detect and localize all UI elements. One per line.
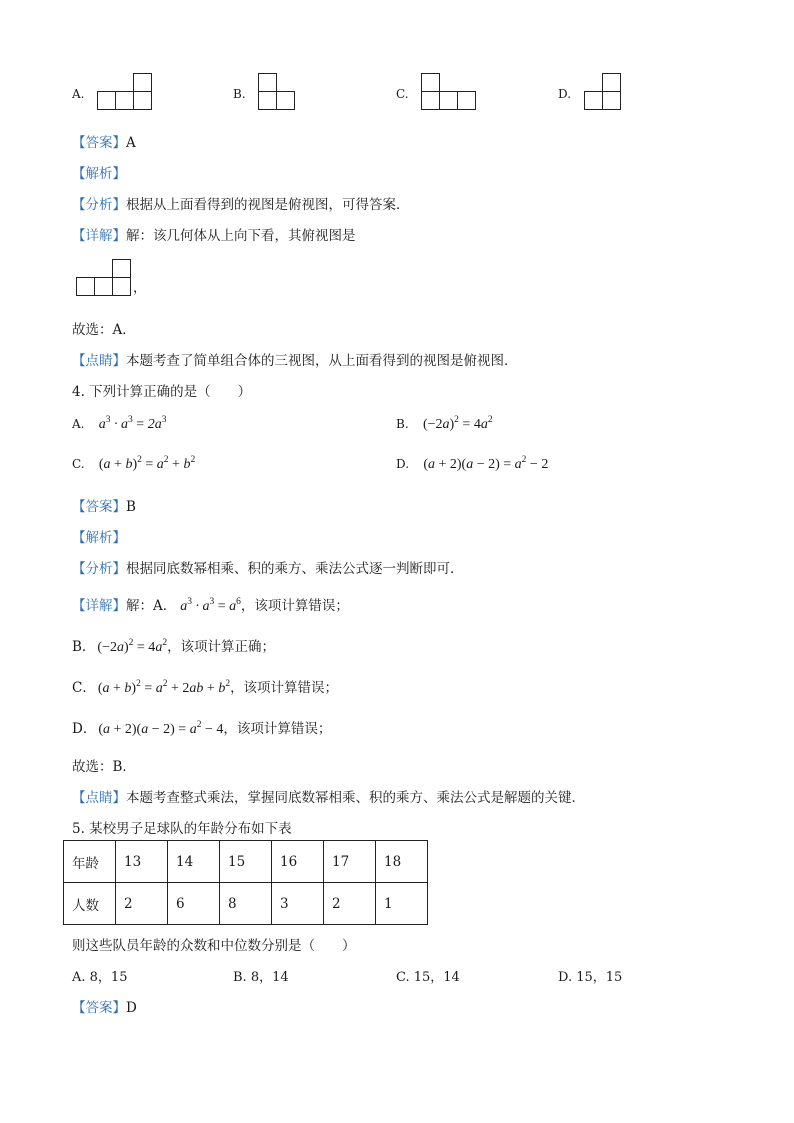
q3-answer (72, 131, 136, 151)
table-row: 人数 2 6 8 3 2 1 (64, 883, 428, 925)
q3-xiangjie (72, 224, 356, 244)
figure-option-d (584, 73, 622, 111)
formula: $(a + 2)(a - 2) = a^2 - 2$ (423, 455, 549, 472)
q4-xiangjie-a: 【详解】解：A． $a^3 \cdot a^3 = a^6$，该项计算错误； (72, 597, 349, 614)
answer-tag: 【答案】 (72, 135, 126, 151)
figure-top-view (76, 259, 132, 297)
q5-stem: 5. 某校男子足球队的年龄分布如下表 (72, 821, 292, 837)
q4-option-d: D. $(a + 2)(a - 2) = a^2 - 2$ (396, 455, 549, 472)
q4-dianjing: 【点睛】本题考查整式乘法，掌握同底数幂相乘、积的乘方、乘法公式是解题的关键． (72, 790, 585, 806)
option-c-label: C. (396, 87, 409, 101)
age-distribution-table (63, 840, 428, 925)
option-a-label: A. (72, 87, 85, 101)
answer-value: A (126, 135, 136, 151)
q4-option-a: A. $a^3 \cdot a^3 = 2a^3$ (72, 415, 167, 432)
formula: $a^3 \cdot a^3 = 2a^3$ (98, 415, 167, 432)
xiangjie-tag: 【详解】 (72, 228, 126, 244)
option-b-label: B. (233, 87, 246, 101)
q3-fenxi (72, 193, 410, 213)
formula: $a^3 \cdot a^3 = a^6$ (180, 597, 241, 614)
q5-option-d: D. 15，15 (558, 970, 623, 985)
q4-option-b: B. $(-2a)^2 = 4a^2$ (396, 415, 493, 432)
figure-option-a (97, 73, 153, 111)
formula: $(-2a)^2 = 4a^2$ (97, 638, 168, 655)
formula: $(a + b)^2 = a^2 + 2ab + b^2$ (97, 679, 231, 696)
dianjing-text: 本题考查了简单组合体的三视图，从上面看得到的视图是俯视图． (126, 353, 518, 369)
q4-xiangjie-d: D． $(a + 2)(a - 2) = a^2 - 4$，该项计算错误； (72, 720, 332, 737)
q4-fenxi: 【分析】根据同底数幂相乘、积的乘方、乘法公式逐一判断即可． (72, 561, 464, 577)
fenxi-text: 根据从上面看得到的视图是俯视图，可得答案． (126, 197, 410, 213)
figure-option-c (421, 73, 477, 111)
q5-option-a: A. 8，15 (72, 970, 128, 985)
formula: $(a + 2)(a - 2) = a^2 - 4$ (98, 720, 224, 737)
q5-answer: 【答案】D (72, 1000, 137, 1016)
q4-choice: 故选：B． (72, 759, 136, 775)
figure-comma: ， (133, 280, 147, 296)
q5-option-b: B. 8，14 (233, 970, 289, 985)
q3-choice: 故选：A． (72, 322, 136, 338)
q4-xiangjie-c: C． $(a + b)^2 = a^2 + 2ab + b^2$，该项计算错误； (72, 679, 339, 696)
q4-option-c: C. $(a + b)^2 = a^2 + b^2$ (72, 455, 196, 472)
q5-question: 则这些队员年龄的众数和中位数分别是（ ） (72, 938, 356, 954)
table-row: 年龄 13 14 15 16 17 18 (64, 841, 428, 883)
q5-option-c: C. 15，14 (396, 970, 460, 985)
q3-analysis-tag: 【解析】 (72, 166, 126, 182)
dianjing-tag: 【点睛】 (72, 353, 126, 369)
q3-dianjing (72, 349, 518, 369)
formula: $(a + b)^2 = a^2 + b^2$ (98, 455, 196, 472)
q4-answer: 【答案】B (72, 499, 136, 515)
formula: $(-2a)^2 = 4a^2$ (422, 415, 493, 432)
q4-stem: 4. 下列计算正确的是（ ） (72, 384, 252, 400)
fenxi-tag: 【分析】 (72, 197, 126, 213)
figure-option-b (258, 73, 296, 111)
option-d-label: D. (558, 87, 572, 101)
xiangjie-text: 解：该几何体从上向下看，其俯视图是 (126, 228, 356, 244)
q4-analysis-tag: 【解析】 (72, 530, 126, 546)
q4-xiangjie-b: B． $(-2a)^2 = 4a^2$，该项计算正确； (72, 638, 276, 655)
